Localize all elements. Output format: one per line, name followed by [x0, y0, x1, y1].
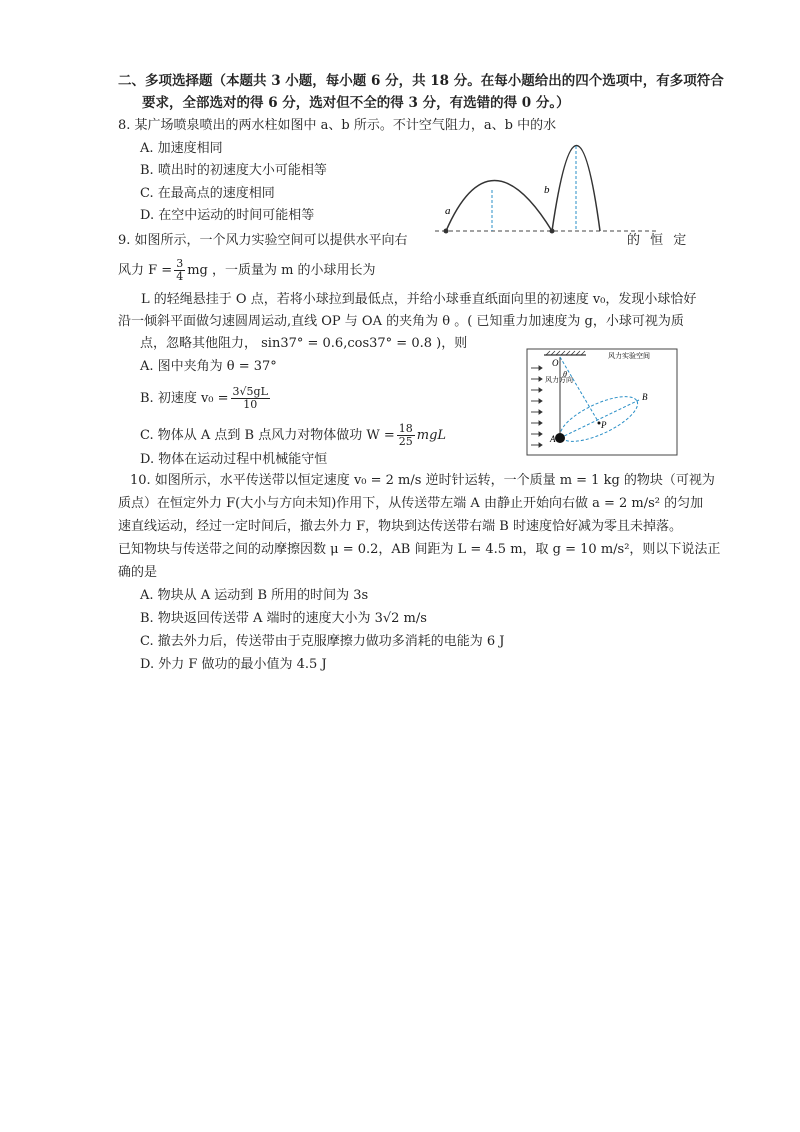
- q10-option-c: C. 撤去外力后，传送带由于克服摩擦力做功多消耗的电能为 6 J: [140, 634, 505, 649]
- q8-stem: 8. 某广场喷泉喷出的两水柱如图中 a、b 所示。不计空气阻力，a、b 中的水: [118, 118, 557, 133]
- q10-option-d: D. 外力 F 做功的最小值为 4.5 J: [140, 657, 327, 672]
- q9-optB-prefix: B. 初速度 v₀ =: [140, 391, 229, 406]
- ceiling-hatch: [546, 351, 585, 355]
- q10-line4: 已知物块与传送带之间的动摩擦因数 μ = 0.2，AB 间距为 L = 4.5 m，取 g = 10 m/s²，则以下说法正: [118, 542, 721, 557]
- label-B: B: [642, 392, 648, 402]
- q9-line5: 点，忽略其他阻力， sin37° = 0.6,cos37° = 0.8 )，则: [140, 336, 468, 351]
- q9-option-a: A. 图中夹角为 θ = 37°: [140, 359, 277, 374]
- water-arc-a: [446, 181, 552, 232]
- q10-option-a: A. 物块从 A 运动到 B 所用的时间为 3s: [140, 588, 369, 603]
- q8-fountain-figure: [430, 140, 660, 240]
- label-b: b: [544, 184, 550, 196]
- q8-option-d: D. 在空中运动的时间可能相等: [140, 208, 315, 223]
- q9-optC-num: 18: [398, 422, 413, 435]
- label-P: P: [601, 420, 607, 430]
- q8-option-b: B. 喷出时的初速度大小可能相等: [140, 163, 327, 178]
- label-O: O: [552, 358, 559, 368]
- q9-option-b: [140, 386, 272, 411]
- wind-space-title: 风力实验空间: [608, 353, 650, 360]
- q10-line2: 质点）在恒定外力 F(大小与方向未知)作用下，从传送带左端 A 由静止开始向右做 a = 2 m/s² 的匀加: [118, 496, 704, 511]
- q8-option-c: C. 在最高点的速度相同: [140, 186, 275, 201]
- q9-force-prefix: 风力 F =: [118, 263, 173, 278]
- q10-line3: 速直线运动，经过一定时间后，撤去外力 F，物块到达传送带右端 B 时速度恰好减为零且未掉落。: [118, 519, 682, 534]
- q9-wind-figure: [526, 348, 678, 456]
- q9-optC-suffix: mgL: [416, 428, 447, 443]
- q9-force-den: 4: [176, 270, 184, 283]
- q9-force-suffix: mg ，一质量为 m 的小球用长为: [187, 263, 376, 278]
- section-header-line2: 要求，全部选对的得 6 分，选对但不全的得 3 分，有选错的得 0 分。）: [142, 95, 570, 111]
- label-theta: θ: [563, 370, 567, 379]
- label-A: A: [550, 434, 556, 444]
- q9-option-c: [140, 423, 446, 448]
- label-a: a: [445, 205, 451, 217]
- q10-option-b: B. 物块返回传送带 A 端时的速度大小为 3√2 m/s: [140, 611, 427, 626]
- q9-optC-fraction: [397, 423, 415, 448]
- circular-path: [555, 388, 644, 451]
- wind-direction-label: 风力方向: [545, 377, 573, 384]
- q9-optB-fraction: [231, 386, 270, 411]
- q10-line1: 10. 如图所示，水平传送带以恒定速度 v₀ = 2 m/s 逆时针运转，一个质量 m = 1 kg 的物块（可视为: [130, 473, 715, 488]
- q9-stem-a: 9. 如图所示，一个风力实验空间可以提供水平向右: [118, 233, 408, 248]
- q9-force-num: 3: [176, 257, 184, 270]
- section-header-line1: 二、多项选择题（本题共 3 小题，每小题 6 分，共 18 分。在每小题给出的四个选项中，有多项符合: [118, 73, 724, 89]
- q9-line3: L 的轻绳悬挂于 O 点，若将小球拉到最低点，并给小球垂直纸面向里的初速度 v₀，发现小球恰好: [141, 292, 697, 307]
- q9-optC-den: 25: [398, 435, 413, 448]
- q9-line4: 沿一倾斜平面做匀速圆周运动,直线 OP 与 OA 的夹角为 θ 。( 已知重力加速度为 g，小球可视为质: [118, 314, 684, 329]
- q9-force-line: [118, 258, 376, 283]
- q8-option-a: A. 加速度相同: [140, 141, 223, 156]
- wind-arrows: [531, 366, 542, 447]
- q10-line5: 确的是: [118, 565, 158, 580]
- q9-force-fraction: [174, 258, 185, 283]
- nozzle-b: [550, 229, 555, 234]
- q9-optC-prefix: C. 物体从 A 点到 B 点风力对物体做功 W =: [140, 428, 395, 443]
- q9-optB-num: 3√5gL: [232, 385, 268, 398]
- nozzle-a: [444, 229, 449, 234]
- q9-option-d: D. 物体在运动过程中机械能守恒: [140, 452, 328, 467]
- q9-stem-b: 的 恒 定: [627, 233, 690, 248]
- q9-optB-den: 10: [243, 398, 258, 411]
- ball: [555, 433, 565, 443]
